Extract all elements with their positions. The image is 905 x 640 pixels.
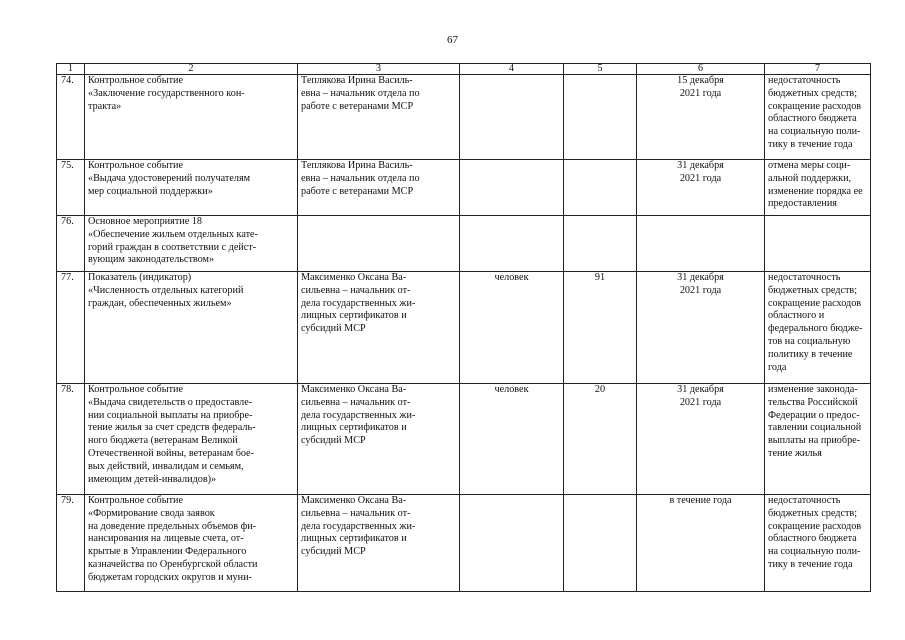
risk-factors-line: изменение законода-: [768, 384, 858, 395]
event-description-line: нансирования на лицевые счета, от-: [88, 533, 244, 545]
responsible-person-line: дела государственных жи-: [301, 520, 416, 532]
responsible-person-line: работе с ветеранами МСР: [301, 185, 414, 197]
event-description-line: «Численность отдельных категорий: [88, 284, 244, 296]
row-number-cell: 77.: [57, 272, 85, 384]
risk-factors-line: выплаты на приобре-: [768, 435, 861, 447]
responsible-person-line: евна – начальник отдела по: [301, 87, 420, 99]
unit-of-measure-cell: человек: [460, 272, 564, 384]
risk-factors-line: недостаточность: [768, 495, 841, 506]
unit-of-measure-cell: [460, 75, 564, 160]
table-row: [57, 216, 871, 272]
target-value-cell: [564, 160, 637, 216]
event-description-line: ного бюджета (ветеранам Великой: [88, 435, 238, 447]
target-value-cell: [564, 216, 637, 272]
deadline-cell: [637, 495, 765, 592]
risk-factors-line: года: [768, 361, 787, 373]
event-description-line: бюджетам городских округов и муни-: [88, 571, 252, 583]
target-value-cell: [564, 75, 637, 160]
risk-factors-cell: [765, 216, 871, 272]
risk-factors-line: изменение порядка ее: [768, 185, 863, 197]
deadline-line: 31 декабря: [677, 384, 724, 395]
event-description-line: имеющим детей-инвалидов)»: [88, 473, 217, 485]
deadline-line: 2021 года: [679, 284, 722, 296]
event-description-line: Контрольное событие: [88, 495, 183, 506]
unit-of-measure-cell: [460, 160, 564, 216]
responsible-person-line: Теплякова Ирина Василь-: [301, 75, 413, 86]
deadline-line: 31 декабря: [677, 272, 724, 283]
risk-factors-line: Федерации о предос-: [768, 409, 860, 421]
responsible-person-line: Теплякова Ирина Василь-: [301, 160, 413, 171]
event-description-line: Отечественной войны, ветеранам боe-: [88, 447, 254, 459]
event-description-line: «Выдача удостоверений получателям: [88, 172, 251, 184]
deadline-line: в течение года: [669, 495, 732, 506]
event-description-line: граждан, обеспеченных жильем»: [88, 297, 232, 309]
deadline-line: 2021 года: [679, 396, 722, 408]
event-description-line: тракта»: [88, 100, 122, 112]
event-description-cell: [85, 75, 298, 160]
event-description-line: Основное мероприятие 18: [88, 216, 202, 227]
row-number-cell: 76.: [57, 216, 85, 272]
event-description-line: на доведение предельных объемов фи-: [88, 520, 257, 532]
event-description-line: горий граждан в соответствии с дейст-: [88, 241, 257, 253]
event-description-line: «Обеспечение жильем отдельных кате-: [88, 228, 258, 240]
responsible-person-line: Максименко Оксана Ва-: [301, 495, 407, 506]
deadline-line: 31 декабря: [677, 160, 724, 171]
risk-factors-cell: [765, 272, 871, 384]
responsible-person-cell: [298, 272, 460, 384]
row-number-cell: 74.: [57, 75, 85, 160]
risk-factors-line: областного и: [768, 310, 825, 322]
table-row: [57, 272, 871, 384]
risk-factors-cell: [765, 75, 871, 160]
responsible-person-line: сильевна – начальник от-: [301, 284, 411, 296]
risk-factors-line: тику в течение года: [768, 138, 853, 150]
responsible-person-cell: [298, 216, 460, 272]
event-description-line: тение жилья за счет средств федераль-: [88, 422, 256, 434]
risk-factors-line: тение жилья: [768, 447, 822, 459]
risk-factors-cell: [765, 495, 871, 592]
row-number-cell: 75.: [57, 160, 85, 216]
responsible-person-line: лищных сертификатов и: [301, 310, 407, 322]
deadline-cell: [637, 272, 765, 384]
risk-factors-line: тавлении социальной: [768, 422, 862, 434]
row-number-cell: 79.: [57, 495, 85, 592]
event-description-line: вующим законодательством»: [88, 254, 215, 266]
risk-factors-line: федерального бюдже-: [768, 323, 863, 335]
deadline-cell: [637, 216, 765, 272]
risk-factors-line: недостаточность: [768, 272, 841, 283]
event-description-line: Контрольное событие: [88, 384, 183, 395]
page-number: 67: [447, 34, 458, 46]
risk-factors-cell: [765, 160, 871, 216]
event-description-line: «Выдача свидетельств о предоставле-: [88, 396, 253, 408]
header-cell-2: 2: [85, 64, 298, 75]
risk-factors-line: отмена меры соци-: [768, 160, 851, 171]
risk-factors-line: тельства Российской: [768, 396, 858, 408]
header-row: [57, 64, 871, 75]
event-description-cell: [85, 495, 298, 592]
responsible-person-line: сильевна – начальник от-: [301, 507, 411, 519]
header-cell-4: 4: [460, 64, 564, 75]
responsible-person-line: Максименко Оксана Ва-: [301, 384, 407, 395]
risk-factors-line: недостаточность: [768, 75, 841, 86]
responsible-person-line: дела государственных жи-: [301, 297, 416, 309]
deadline-line: 2021 года: [679, 172, 722, 184]
header-cell-5: 5: [564, 64, 637, 75]
table-row: [57, 384, 871, 495]
risk-factors-cell: [765, 384, 871, 495]
event-description-cell: [85, 272, 298, 384]
responsible-person-line: евна – начальник отдела по: [301, 172, 420, 184]
risk-factors-line: политику в течение: [768, 348, 853, 360]
event-description-line: «Формирование свода заявок: [88, 507, 215, 519]
risk-factors-line: бюджетных средств;: [768, 87, 858, 99]
responsible-person-line: лищных сертификатов и: [301, 533, 407, 545]
risk-factors-line: на социальную поли-: [768, 546, 861, 558]
risk-factors-line: бюджетных средств;: [768, 507, 858, 519]
responsible-person-line: лищных сертификатов и: [301, 422, 407, 434]
header-cell-3: 3: [298, 64, 460, 75]
event-description-line: крытые в Управлении Федерального: [88, 546, 247, 558]
target-value-cell: [564, 495, 637, 592]
responsible-person-cell: [298, 160, 460, 216]
table-row: [57, 160, 871, 216]
event-description-line: «Заключение государственного кон-: [88, 87, 245, 99]
event-description-line: Контрольное событие: [88, 75, 183, 86]
event-description-line: казначейства по Оренбургской области: [88, 558, 258, 570]
responsible-person-cell: [298, 75, 460, 160]
responsible-person-line: субсидий МСР: [301, 435, 366, 447]
responsible-person-line: субсидий МСР: [301, 323, 366, 335]
responsible-person-cell: [298, 495, 460, 592]
risk-factors-line: областного бюджета: [768, 113, 857, 125]
responsible-person-line: субсидий МСР: [301, 546, 366, 558]
measures-table: [56, 63, 871, 592]
target-value-cell: 91: [564, 272, 637, 384]
deadline-line: 2021 года: [679, 87, 722, 99]
event-description-line: вых действий, инвалидам и семьям,: [88, 460, 244, 472]
risk-factors-line: сокращение расходов: [768, 520, 862, 532]
header-cell-7: 7: [765, 64, 871, 75]
unit-of-measure-cell: человек: [460, 384, 564, 495]
row-number-cell: 78.: [57, 384, 85, 495]
risk-factors-line: альной поддержки,: [768, 172, 852, 184]
event-description-cell: [85, 384, 298, 495]
event-description-line: Контрольное событие: [88, 160, 183, 171]
responsible-person-line: Максименко Оксана Ва-: [301, 272, 407, 283]
risk-factors-line: сокращение расходов: [768, 297, 862, 309]
risk-factors-line: тику в течение года: [768, 558, 853, 570]
responsible-person-line: работе с ветеранами МСР: [301, 100, 414, 112]
table-row: [57, 75, 871, 160]
deadline-line: 15 декабря: [677, 75, 724, 86]
event-description-line: мер социальной поддержки»: [88, 185, 213, 197]
table-row: [57, 495, 871, 592]
unit-of-measure-cell: [460, 495, 564, 592]
responsible-person-line: сильевна – начальник от-: [301, 396, 411, 408]
risk-factors-line: бюджетных средств;: [768, 284, 858, 296]
event-description-cell: [85, 160, 298, 216]
risk-factors-line: тов на социальную: [768, 335, 851, 347]
header-cell-1: 1: [57, 64, 85, 75]
event-description-cell: [85, 216, 298, 272]
deadline-cell: [637, 384, 765, 495]
header-cell-6: 6: [637, 64, 765, 75]
event-description-line: Показатель (индикатор): [88, 272, 192, 283]
risk-factors-line: на социальную поли-: [768, 126, 861, 138]
unit-of-measure-cell: [460, 216, 564, 272]
risk-factors-line: сокращение расходов: [768, 100, 862, 112]
responsible-person-cell: [298, 384, 460, 495]
risk-factors-line: предоставления: [768, 198, 837, 210]
target-value-cell: 20: [564, 384, 637, 495]
responsible-person-line: дела государственных жи-: [301, 409, 416, 421]
deadline-cell: [637, 160, 765, 216]
risk-factors-line: областного бюджета: [768, 533, 857, 545]
deadline-cell: [637, 75, 765, 160]
event-description-line: нии социальной выплаты на приобре-: [88, 409, 253, 421]
